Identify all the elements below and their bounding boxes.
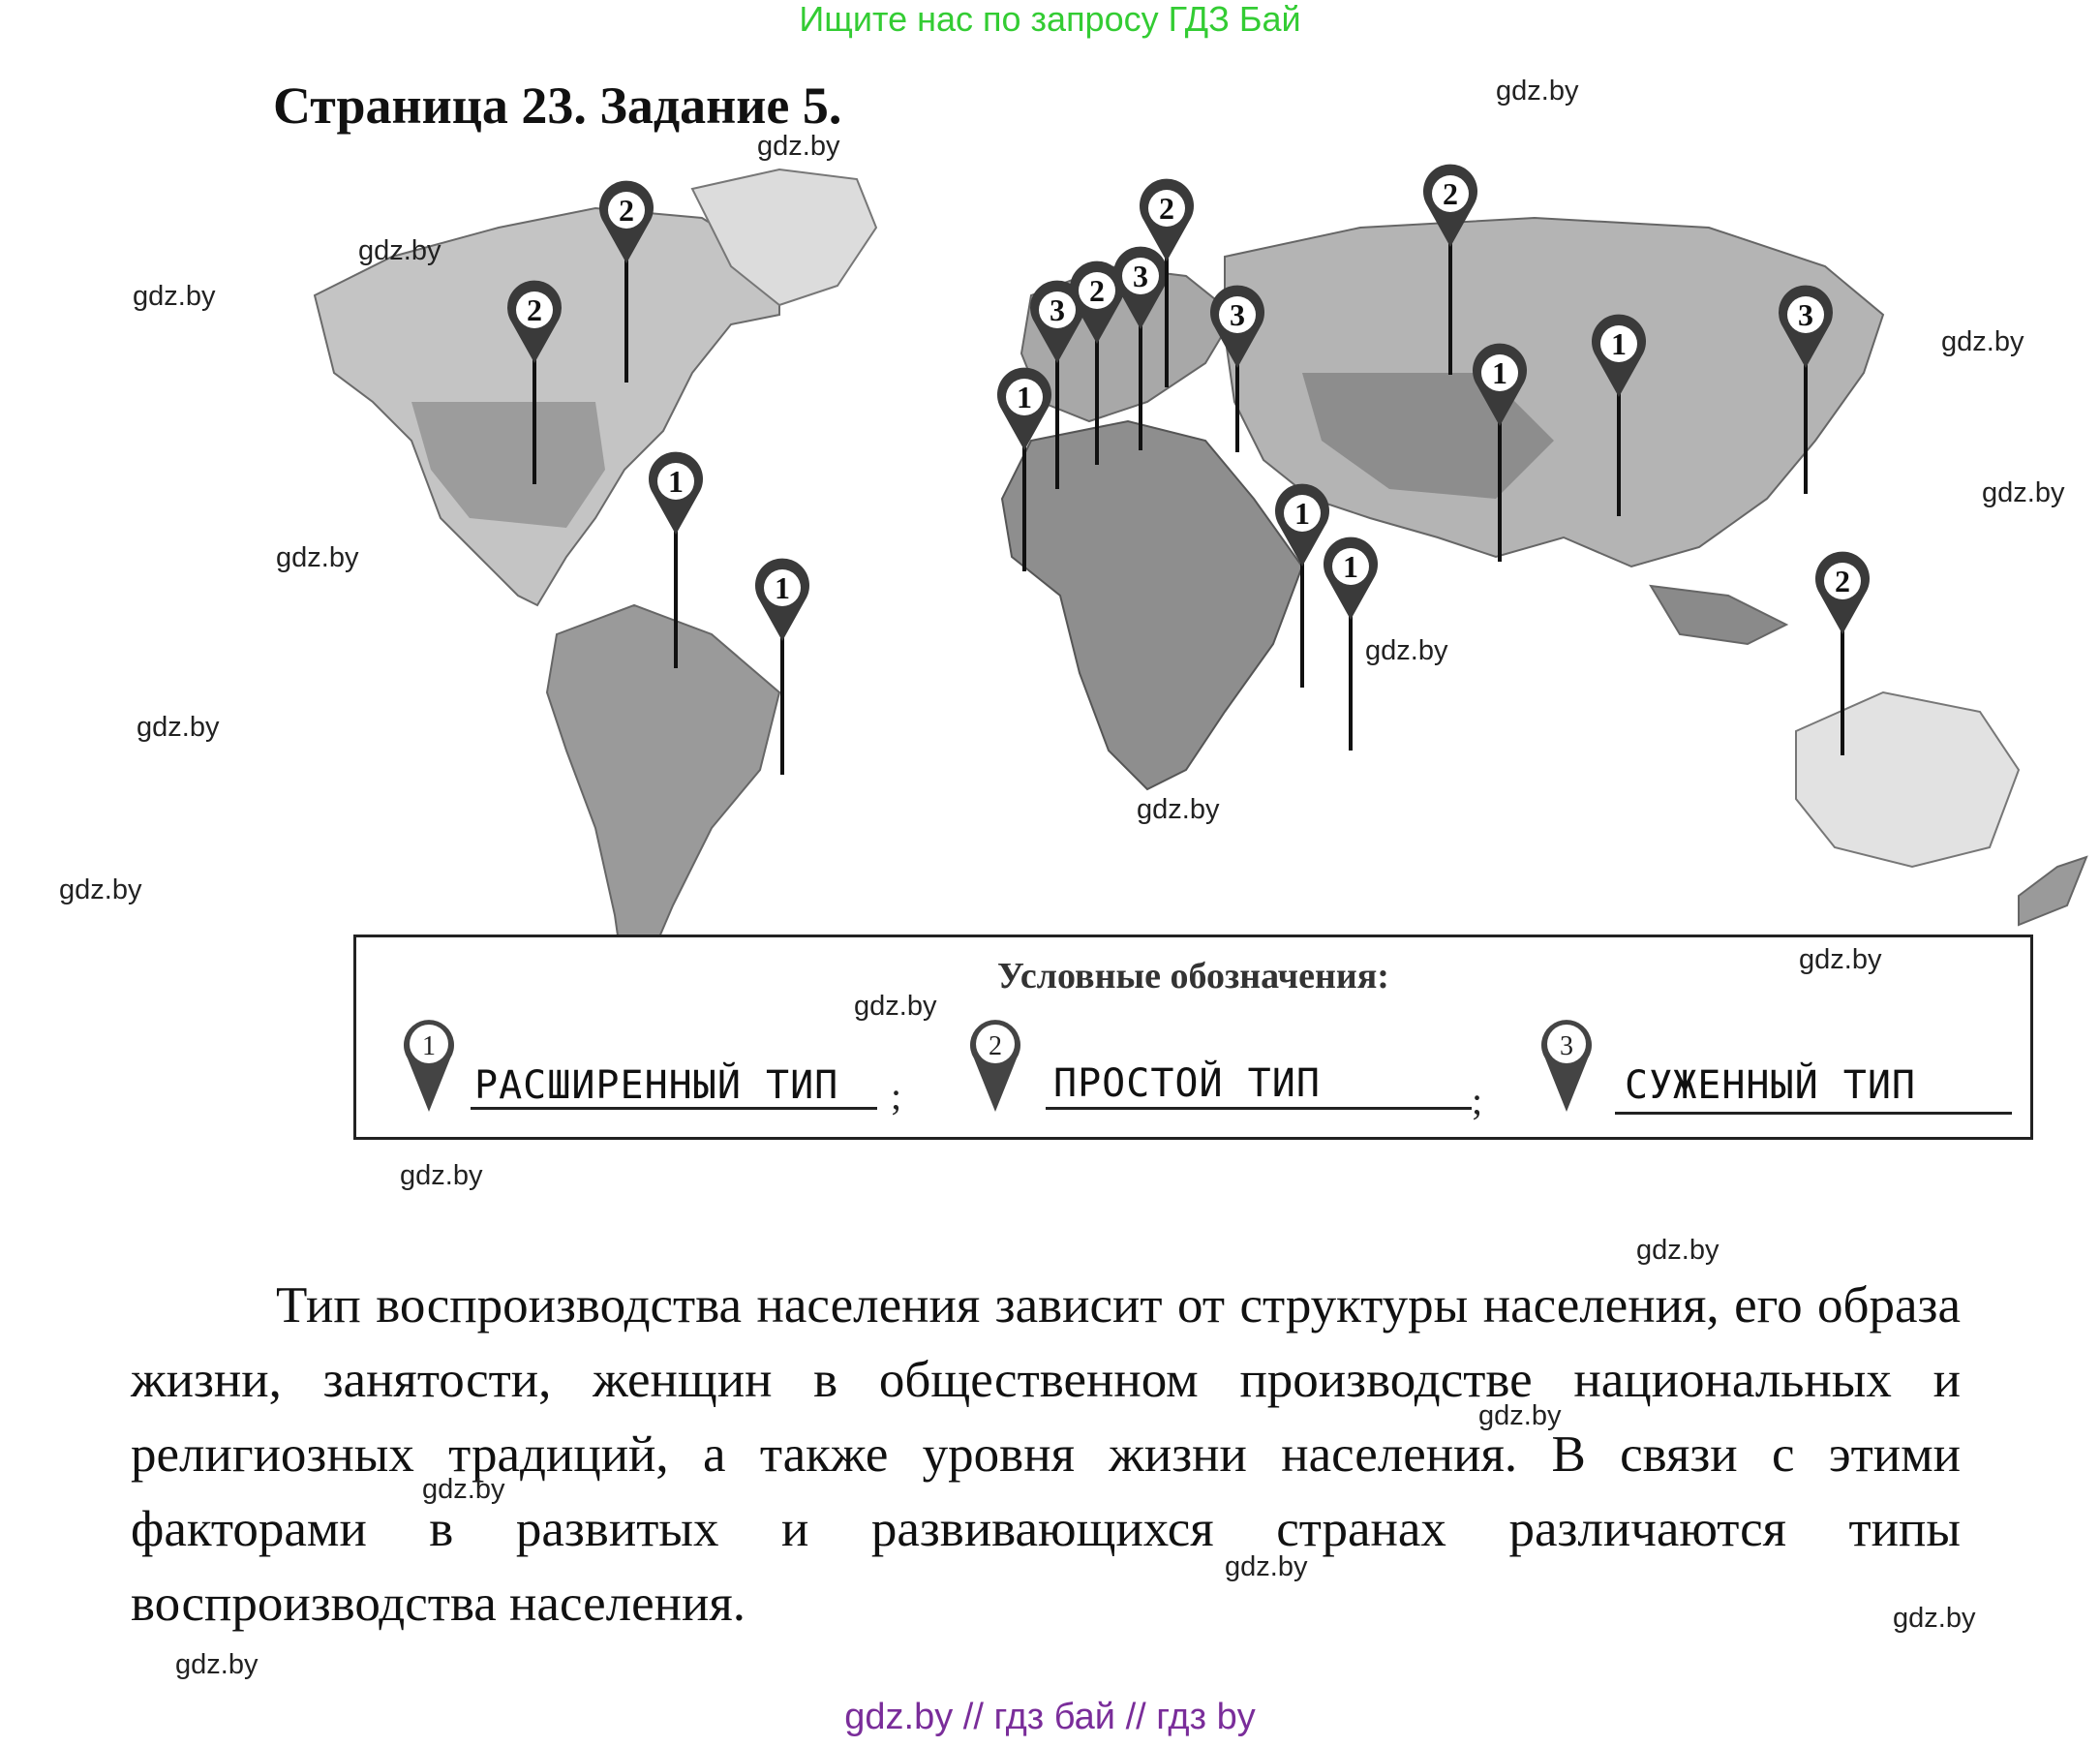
map-pin-label: 3 <box>1133 259 1148 293</box>
watermark: gdz.by <box>422 1474 505 1505</box>
watermark: gdz.by <box>1799 944 1882 975</box>
page-title: Страница 23. Задание 5. <box>273 77 842 135</box>
legend-item-3-underline <box>1615 1112 2012 1115</box>
legend-item-1-underline <box>471 1107 877 1110</box>
map-pin-label: 2 <box>1159 191 1174 226</box>
watermark: gdz.by <box>1225 1551 1308 1582</box>
watermark: gdz.by <box>175 1649 259 1680</box>
body-paragraph-text: Тип воспроизводства населения зависит от структуры населения, его образа жизни, занятости, женщин в общественном производстве национальных и религиозных традиций, а также уровня жизни населения. В связи с этими факторами в развитых и развивающихся странах различаются типы воспроизводства населения. <box>131 1277 1961 1632</box>
footer-links[interactable]: gdz.by // гдз бай // гдз by <box>844 1697 1256 1737</box>
legend-item-3-text: СУЖЕННЫЙ ТИП <box>1625 1063 1916 1108</box>
map-pin-label: 1 <box>1017 380 1032 414</box>
legend-item-2-text: ПРОСТОЙ ТИП <box>1053 1061 1321 1106</box>
map-pin-label: 2 <box>1089 273 1105 308</box>
watermark: gdz.by <box>1137 794 1220 825</box>
watermark: gdz.by <box>854 991 937 1022</box>
map-pin-label: 1 <box>668 464 684 499</box>
watermark: gdz.by <box>1941 326 2024 357</box>
top-banner[interactable]: Ищите нас по запросу ГДЗ Бай <box>799 0 1301 39</box>
watermark: gdz.by <box>59 874 142 905</box>
islands-indonesia <box>1651 586 1786 644</box>
map-pin-label: 3 <box>1230 297 1245 332</box>
legend-item-1-text: РАСШИРЕННЫЙ ТИП <box>474 1063 839 1108</box>
watermark: gdz.by <box>276 542 359 573</box>
legend-item-2-underline <box>1046 1107 1472 1110</box>
watermark: gdz.by <box>358 235 441 266</box>
legend-box <box>353 935 2033 1140</box>
legend-title: Условные обозначения: <box>997 956 1389 996</box>
map-pin-label: 2 <box>619 193 634 228</box>
legend-pin-2-icon <box>966 1010 1024 1117</box>
map-pin-label: 2 <box>1443 176 1458 211</box>
map-pin-label: 1 <box>1492 355 1507 390</box>
map-pin-label: 3 <box>1050 292 1065 327</box>
map-pin-label: 3 <box>1798 297 1813 332</box>
map-pin-label: 1 <box>775 570 790 605</box>
watermark: gdz.by <box>400 1160 483 1191</box>
watermark: gdz.by <box>1982 477 2065 508</box>
svg-text:1: 1 <box>422 1031 436 1061</box>
watermark: gdz.by <box>137 712 220 743</box>
map-pin-label: 1 <box>1294 496 1310 531</box>
svg-text:2: 2 <box>989 1031 1002 1061</box>
watermark: gdz.by <box>1893 1603 1976 1634</box>
watermark: gdz.by <box>757 131 840 162</box>
svg-text:3: 3 <box>1560 1031 1573 1061</box>
watermark: gdz.by <box>1496 76 1579 107</box>
legend-pin-3-icon <box>1537 1010 1596 1117</box>
map-pin-label: 1 <box>1611 326 1627 361</box>
legend-item-1-separator: ; <box>891 1074 902 1118</box>
map-pin-label: 2 <box>527 292 542 327</box>
watermark: gdz.by <box>1365 635 1448 666</box>
continent-australia <box>1796 692 2019 867</box>
map-pin-label: 1 <box>1343 549 1358 584</box>
legend-item-2-separator: ; <box>1472 1079 1483 1122</box>
islands-new-zealand <box>2019 857 2086 925</box>
continent-africa <box>1002 421 1302 789</box>
watermark: gdz.by <box>133 281 216 312</box>
watermark: gdz.by <box>1478 1400 1562 1431</box>
body-paragraph <box>131 1269 1961 1641</box>
legend-pin-1-icon <box>400 1010 458 1117</box>
continent-south-america <box>547 605 779 983</box>
map-pin-label: 2 <box>1835 564 1850 598</box>
watermark: gdz.by <box>1636 1235 1720 1266</box>
